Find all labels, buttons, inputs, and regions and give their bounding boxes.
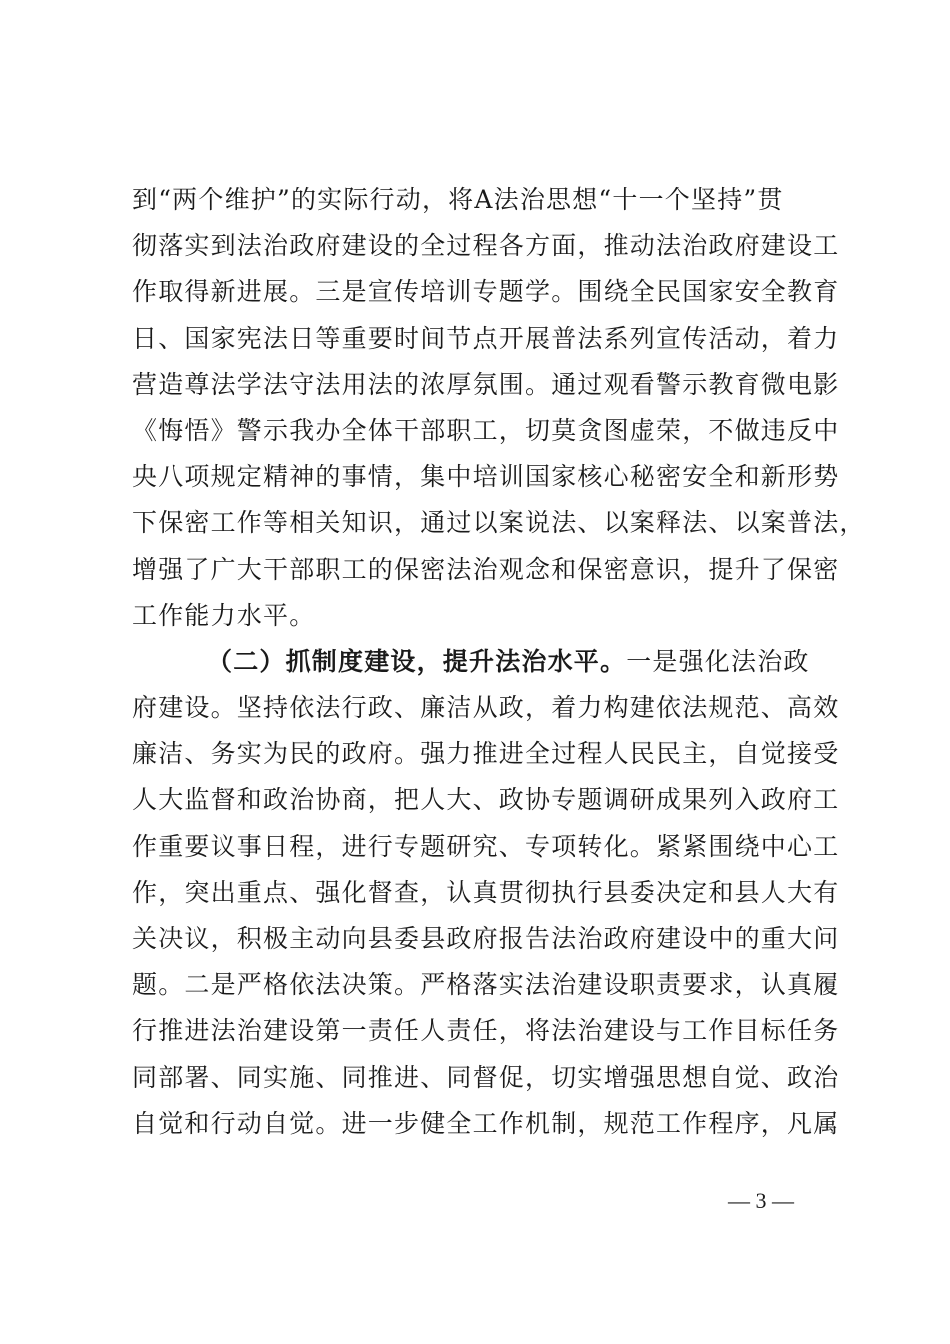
page-number: — 3 — (728, 1188, 794, 1213)
text-line: 日、国家宪法日等重要时间节点开展普法系列宣传活动，着力 (132, 323, 840, 353)
text-line: 廉洁、务实为民的政府。强力推进全过程人民民主，自觉接受 (132, 739, 840, 769)
text-line: 人大监督和政治协商，把人大、政协专题调研成果列入政府工 (132, 785, 840, 815)
text-line: 彻落实到法治政府建设的全过程各方面，推动法治政府建设工 (132, 231, 840, 261)
text-line: 下保密工作等相关知识，通过以案说法、以案释法、以案普法， (132, 508, 866, 538)
text-line: 行推进法治建设第一责任人责任，将法治建设与工作目标任务 (132, 1016, 840, 1046)
section-2-first-line-text: 一是强化法治政 (626, 646, 810, 676)
text-line: 府建设。坚持依法行政、廉洁从政，着力构建依法规范、高效 (132, 693, 840, 723)
text-line: 央八项规定精神的事情，集中培训国家核心秘密安全和新形势 (132, 462, 840, 492)
text-line: 关决议，积极主动向县委县政府报告法治政府建设中的重大问 (132, 924, 840, 953)
text-line: 作，突出重点、强化督查，认真贯彻执行县委决定和县人大有 (132, 877, 840, 907)
text-line: 自觉和行动自觉。进一步健全工作机制，规范工作程序，凡属 (132, 1108, 840, 1138)
body-text (132, 177, 866, 1147)
section-2-first-line (132, 639, 852, 685)
section-2-heading: （二）抓制度建设，提升法治水平。 (207, 646, 627, 676)
text-line: 增强了广大干部职工的保密法治观念和保密意识，提升了保密 (132, 554, 840, 584)
text-line: 到“两个维护”的实际行动，将A法治思想“十一个坚持”贯 (132, 185, 784, 214)
text-line: 工作能力水平。 (132, 600, 316, 630)
text-line: 题。二是严格依法决策。严格落实法治建设职责要求，认真履 (132, 970, 840, 1000)
text-line: 《悔悟》警示我办全体干部职工，切莫贪图虚荣，不做违反中 (132, 415, 840, 445)
text-line: 营造尊法学法守法用法的浓厚氛围。通过观看警示教育微电影 (132, 369, 840, 399)
text-line: 作取得新进展。三是宣传培训专题学。围绕全民国家安全教育 (132, 277, 840, 307)
text-line: 同部署、同实施、同推进、同督促，切实增强思想自觉、政治 (132, 1062, 840, 1092)
text-line: 作重要议事日程，进行专题研究、专项转化。紧紧围绕中心工 (132, 831, 840, 861)
